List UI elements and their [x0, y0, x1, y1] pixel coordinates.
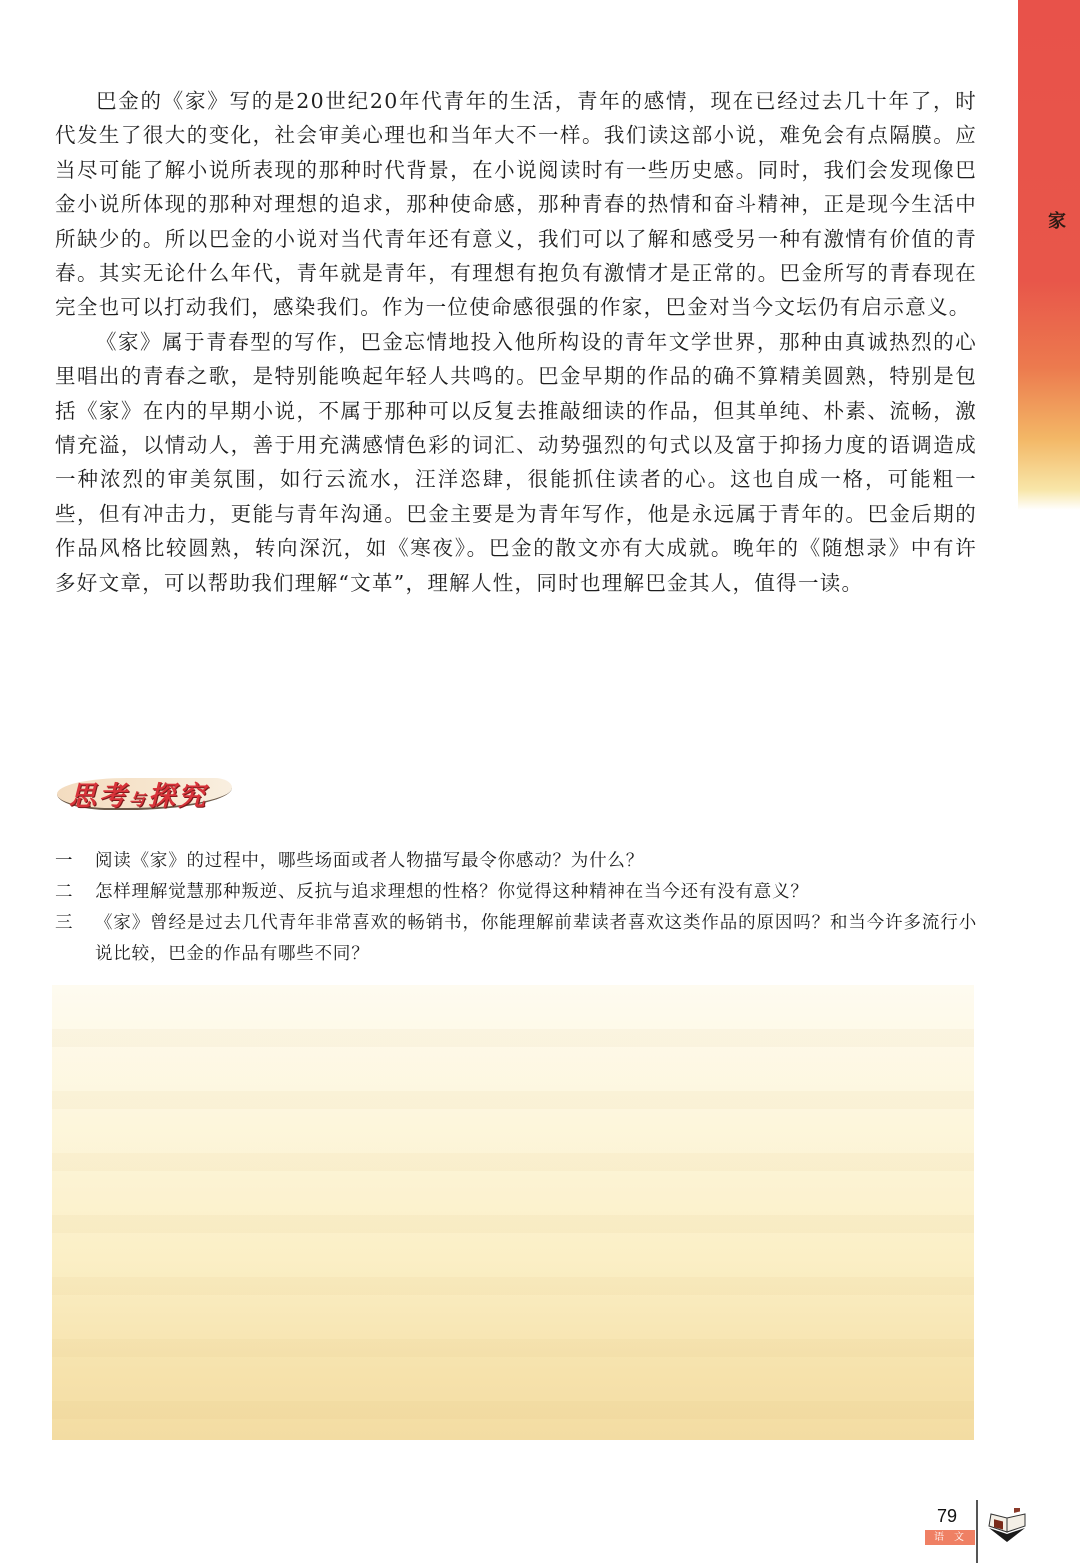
- question-item: [55, 877, 977, 908]
- heading-part-1: 思考: [69, 781, 129, 812]
- question-list: [55, 846, 977, 970]
- question-item: [55, 908, 977, 970]
- heading-part-2: 探究: [148, 781, 209, 812]
- question-text: 阅读《家》的过程中，哪些场面或者人物描写最令你感动？为什么？: [95, 851, 644, 871]
- book-icon: [985, 1508, 1029, 1544]
- question-text: 《家》曾经是过去几代青年非常喜欢的畅销书，你能理解前辈读者喜欢这类作品的原因吗？和当今许多流行小说比较，巴金的作品有哪些不同？: [95, 913, 977, 964]
- footer-divider: [976, 1500, 978, 1563]
- body-text: [55, 84, 977, 600]
- chapter-side-tab: [1018, 0, 1080, 510]
- chapter-tab-label: 家: [1048, 211, 1066, 232]
- section-heading-text: [69, 774, 208, 813]
- question-number: 一: [55, 851, 74, 871]
- page-footer: [925, 1500, 1080, 1563]
- question-text: 怎样理解觉慧那种叛逆、反抗与追求理想的性格？你觉得这种精神在当今还有没有意义？: [95, 882, 809, 902]
- decorative-background-panel: [52, 985, 974, 1440]
- section-heading-think-explore: [55, 768, 245, 818]
- question-number: 三: [55, 913, 74, 933]
- paragraph-1: 巴金的《家》写的是20世纪20年代青年的生活，青年的感情，现在已经过去几十年了，时代发生了很大的变化，社会审美心理也和当年大不一样。我们读这部小说，难免会有点隔膜。应当尽可能了解小说所表现的那种时代背景，在小说阅读时有一些历史感。同时，我们会发现像巴金小说所体现的那种对理想的追求，那种使命感，那种青春的热情和奋斗精神，正是现今生活中所缺少的。所以巴金的小说对当代青年还有意义，我们可以了解和感受另一种有激情有价值的青春。其实无论什么年代，青年就是青年，有理想有抱负有激情才是正常的。巴金所写的青春现在完全也可以打动我们，感染我们。作为一位使命感很强的作家，巴金对当今文坛仍有启示意义。: [55, 89, 977, 320]
- paragraph-2: 《家》属于青春型的写作，巴金忘情地投入他所构设的青年文学世界，那种由真诚热烈的心里唱出的青春之歌，是特别能唤起年轻人共鸣的。巴金早期的作品的确不算精美圆熟，特别是包括《家》在内的早期小说，不属于那种可以反复去推敲细读的作品，但其单纯、朴素、流畅，激情充溢，以情动人，善于用充满感情色彩的词汇、动势强烈的句式以及富于抑扬力度的语调造成一种浓烈的审美氛围，如行云流水，汪洋恣肆，很能抓住读者的心。这也自成一格，可能粗一些，但有冲击力，更能与青年沟通。巴金主要是为青年写作，他是永远属于青年的。巴金后期的作品风格比较圆熟，转向深沉，如《寒夜》。巴金的散文亦有大成就。晚年的《随想录》中有许多好文章，可以帮助我们理解“文革”，理解人性，同时也理解巴金其人，值得一读。: [55, 329, 977, 595]
- page-number: 79: [937, 1506, 958, 1526]
- subject-label: 语文: [925, 1530, 975, 1545]
- question-item: [55, 846, 977, 877]
- question-number: 二: [55, 882, 74, 902]
- heading-connector: 与: [129, 790, 149, 809]
